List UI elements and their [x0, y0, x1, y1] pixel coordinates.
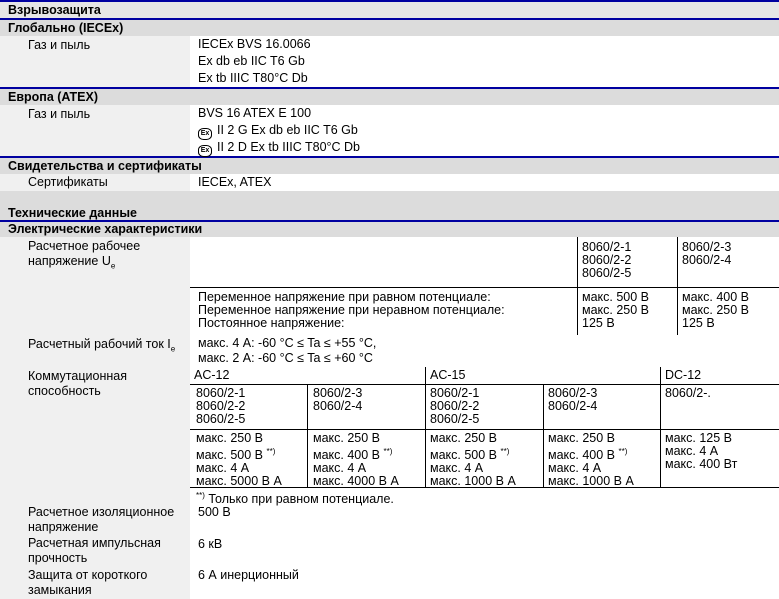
insulation-label [28, 505, 174, 535]
model-id: 8060/2-5 [582, 266, 632, 280]
value-line: макс. 4 А [548, 461, 602, 476]
voltage-value: макс. 400 В [682, 290, 750, 304]
model-id: 8060/2-1 [196, 386, 246, 400]
condition-line: Переменное напряжение при равном потенциале: [198, 290, 491, 304]
value-line: макс. 250 В [196, 431, 264, 445]
switching-models [660, 384, 779, 429]
model-id: 8060/2-3 [548, 386, 598, 400]
label-line: Расчетное рабочее [28, 239, 141, 253]
value-line: макс. 4 А [313, 461, 367, 476]
current-line: макс. 4 А: -60 °C ≤ Ta ≤ +55 °C, [198, 336, 377, 350]
rated-current-label [28, 337, 175, 357]
rated-current-value [198, 336, 376, 366]
model-group-b [677, 237, 779, 287]
subsection-title: Свидетельства и сертификаты [8, 159, 202, 173]
model-id: 8060/2-3 [682, 240, 732, 254]
short-circuit-row [0, 567, 779, 599]
condition-line: Постоянное напряжение: [198, 316, 345, 330]
label-text: напряжение U [28, 254, 111, 268]
condition-line: Переменное напряжение при неравном потенциале: [198, 303, 505, 317]
category-dc12: DC-12 [660, 367, 779, 384]
model-id: 8060/2-3 [313, 386, 363, 400]
value-text: макс. 500 В [196, 448, 264, 463]
certificate-text: II 2 G Ex db eb IIC T6 Gb [217, 123, 358, 137]
footnote-mark: **) [500, 447, 510, 456]
category-ac12: AC-12 [194, 368, 230, 382]
switching-models [543, 384, 660, 429]
certificate-line: Ex tb IIIC T80°C Db [198, 71, 308, 85]
value-line: макс. 250 В [313, 431, 381, 445]
subsection-electrical [0, 222, 779, 237]
europe-gas-dust-row [0, 105, 779, 156]
voltage-value: макс. 500 В [582, 290, 650, 304]
switching-models [192, 387, 307, 426]
certificate-line: Ex db eb IIC T6 Gb [198, 54, 305, 68]
label-line: способность [28, 384, 101, 398]
category-ac15: AC-15 [425, 367, 660, 384]
value-line: макс. 1000 В А [430, 474, 516, 489]
value-line [196, 445, 307, 462]
section-explosion-protection [0, 0, 779, 18]
value-line: макс. 250 В [548, 431, 616, 445]
value-line: макс. 4 А [665, 444, 719, 458]
switching-models [307, 384, 425, 429]
section-title: Технические данные [8, 206, 137, 220]
insulation-value: 500 В [198, 505, 231, 519]
switching-models [425, 384, 543, 429]
short-circuit-value: 6 А инерционный [198, 568, 299, 582]
model-id: 8060/2-4 [313, 399, 363, 413]
certificate-line-with-ex [198, 139, 779, 156]
switching-values [307, 429, 425, 487]
label-line: замыкания [28, 583, 92, 597]
rated-voltage-label [28, 239, 140, 274]
voltage-values-a [577, 288, 677, 335]
subsection-certificates [0, 156, 779, 174]
row-value [190, 36, 779, 87]
label-line: Коммутационная [28, 369, 127, 383]
ex-mark-icon: Ex [198, 128, 212, 140]
model-id: 8060/2-1 [430, 386, 480, 400]
insulation-row [0, 504, 779, 535]
value-line: макс. 125 В [665, 431, 733, 445]
value-line [430, 445, 543, 462]
voltage-value: макс. 250 В [582, 303, 650, 317]
label-subscript: e [170, 344, 176, 354]
certificate-line: IECEx BVS 16.0066 [198, 37, 311, 51]
row-value: IECEx, ATEX [198, 175, 272, 189]
value-line: макс. 4 А [196, 461, 250, 476]
voltage-value: макс. 250 В [682, 303, 750, 317]
footnote-text: Только при равном потенциале. [204, 492, 394, 507]
divider [190, 487, 779, 488]
rated-voltage-block [0, 237, 779, 335]
value-line: макс. 400 Вт [665, 457, 738, 471]
switching-values [660, 429, 779, 487]
footnote-mark: **) [383, 447, 393, 456]
impulse-label [28, 536, 161, 566]
section-title: Взрывозащита [8, 3, 101, 17]
value-line: макс. 5000 В А [196, 474, 282, 489]
switching-capacity-label [28, 369, 127, 399]
value-text: макс. 500 В [430, 448, 498, 463]
value-line: макс. 4 А [430, 461, 484, 476]
short-circuit-label [28, 568, 147, 598]
label-line: Защита от короткого [28, 568, 148, 582]
label-text: Расчетный рабочий ток I [28, 337, 171, 351]
label-line: Расчетное изоляционное [28, 505, 175, 519]
global-gas-dust-row [0, 36, 779, 87]
certificate-text: II 2 D Ex tb IIIC T80°C Db [217, 140, 361, 154]
switching-capacity-block [0, 367, 779, 507]
section-technical-data [0, 191, 779, 222]
value-line: макс. 4000 В А [313, 474, 399, 489]
voltage-values-b [677, 288, 779, 335]
model-id: 8060/2-5 [430, 412, 480, 426]
switching-values [192, 432, 307, 488]
model-id: 8060/2-4 [682, 253, 732, 267]
certificates-row [0, 174, 779, 191]
impulse-row [0, 535, 779, 567]
label-line: прочность [28, 551, 88, 565]
model-id: 8060/2-2 [196, 399, 246, 413]
model-id: 8060/2-1 [582, 240, 632, 254]
subsection-title: Глобально (IECEx) [8, 21, 124, 35]
value-line: макс. 250 В [430, 431, 498, 445]
model-id: 8060/2-2 [582, 253, 632, 267]
label-line: напряжение [28, 520, 99, 534]
label-line [28, 254, 140, 274]
switching-values [425, 429, 543, 487]
rated-current-row [0, 335, 779, 367]
label-line: Расчетная импульсная [28, 536, 161, 550]
row-value [190, 105, 779, 156]
certificate-line-with-ex [198, 122, 779, 139]
voltage-conditions [194, 291, 574, 330]
impulse-value: 6 кВ [198, 537, 223, 551]
model-id: 8060/2-4 [548, 399, 598, 413]
subsection-title: Электрические характеристики [8, 222, 203, 236]
row-label: Сертификаты [0, 174, 190, 191]
certificate-line: BVS 16 ATEX E 100 [198, 106, 312, 120]
model-id: 8060/2-5 [196, 412, 246, 426]
model-id: 8060/2-. [665, 386, 711, 400]
switching-values [543, 429, 660, 487]
label-subscript: e [110, 261, 116, 271]
value-text: макс. 400 В [313, 448, 381, 463]
footnote-mark: **) [196, 491, 205, 500]
value-line: макс. 1000 В А [548, 474, 634, 489]
voltage-value: 125 В [682, 316, 715, 330]
voltage-value: 125 В [582, 316, 615, 330]
model-group-a [577, 237, 677, 287]
model-id: 8060/2-2 [430, 399, 480, 413]
row-label: Газ и пыль [0, 105, 190, 156]
subsection-europe [0, 87, 779, 105]
value-text: макс. 400 В [548, 448, 616, 463]
value-line [313, 445, 425, 462]
current-line: макс. 2 А: -60 °C ≤ Ta ≤ +60 °C [198, 351, 373, 365]
footnote-mark: **) [618, 447, 628, 456]
subsection-title: Европа (ATEX) [8, 90, 99, 104]
footnote-mark: **) [266, 447, 276, 456]
value-line [548, 445, 660, 462]
row-label: Газ и пыль [0, 36, 190, 87]
ex-mark-icon: Ex [198, 145, 212, 157]
subsection-global [0, 18, 779, 36]
